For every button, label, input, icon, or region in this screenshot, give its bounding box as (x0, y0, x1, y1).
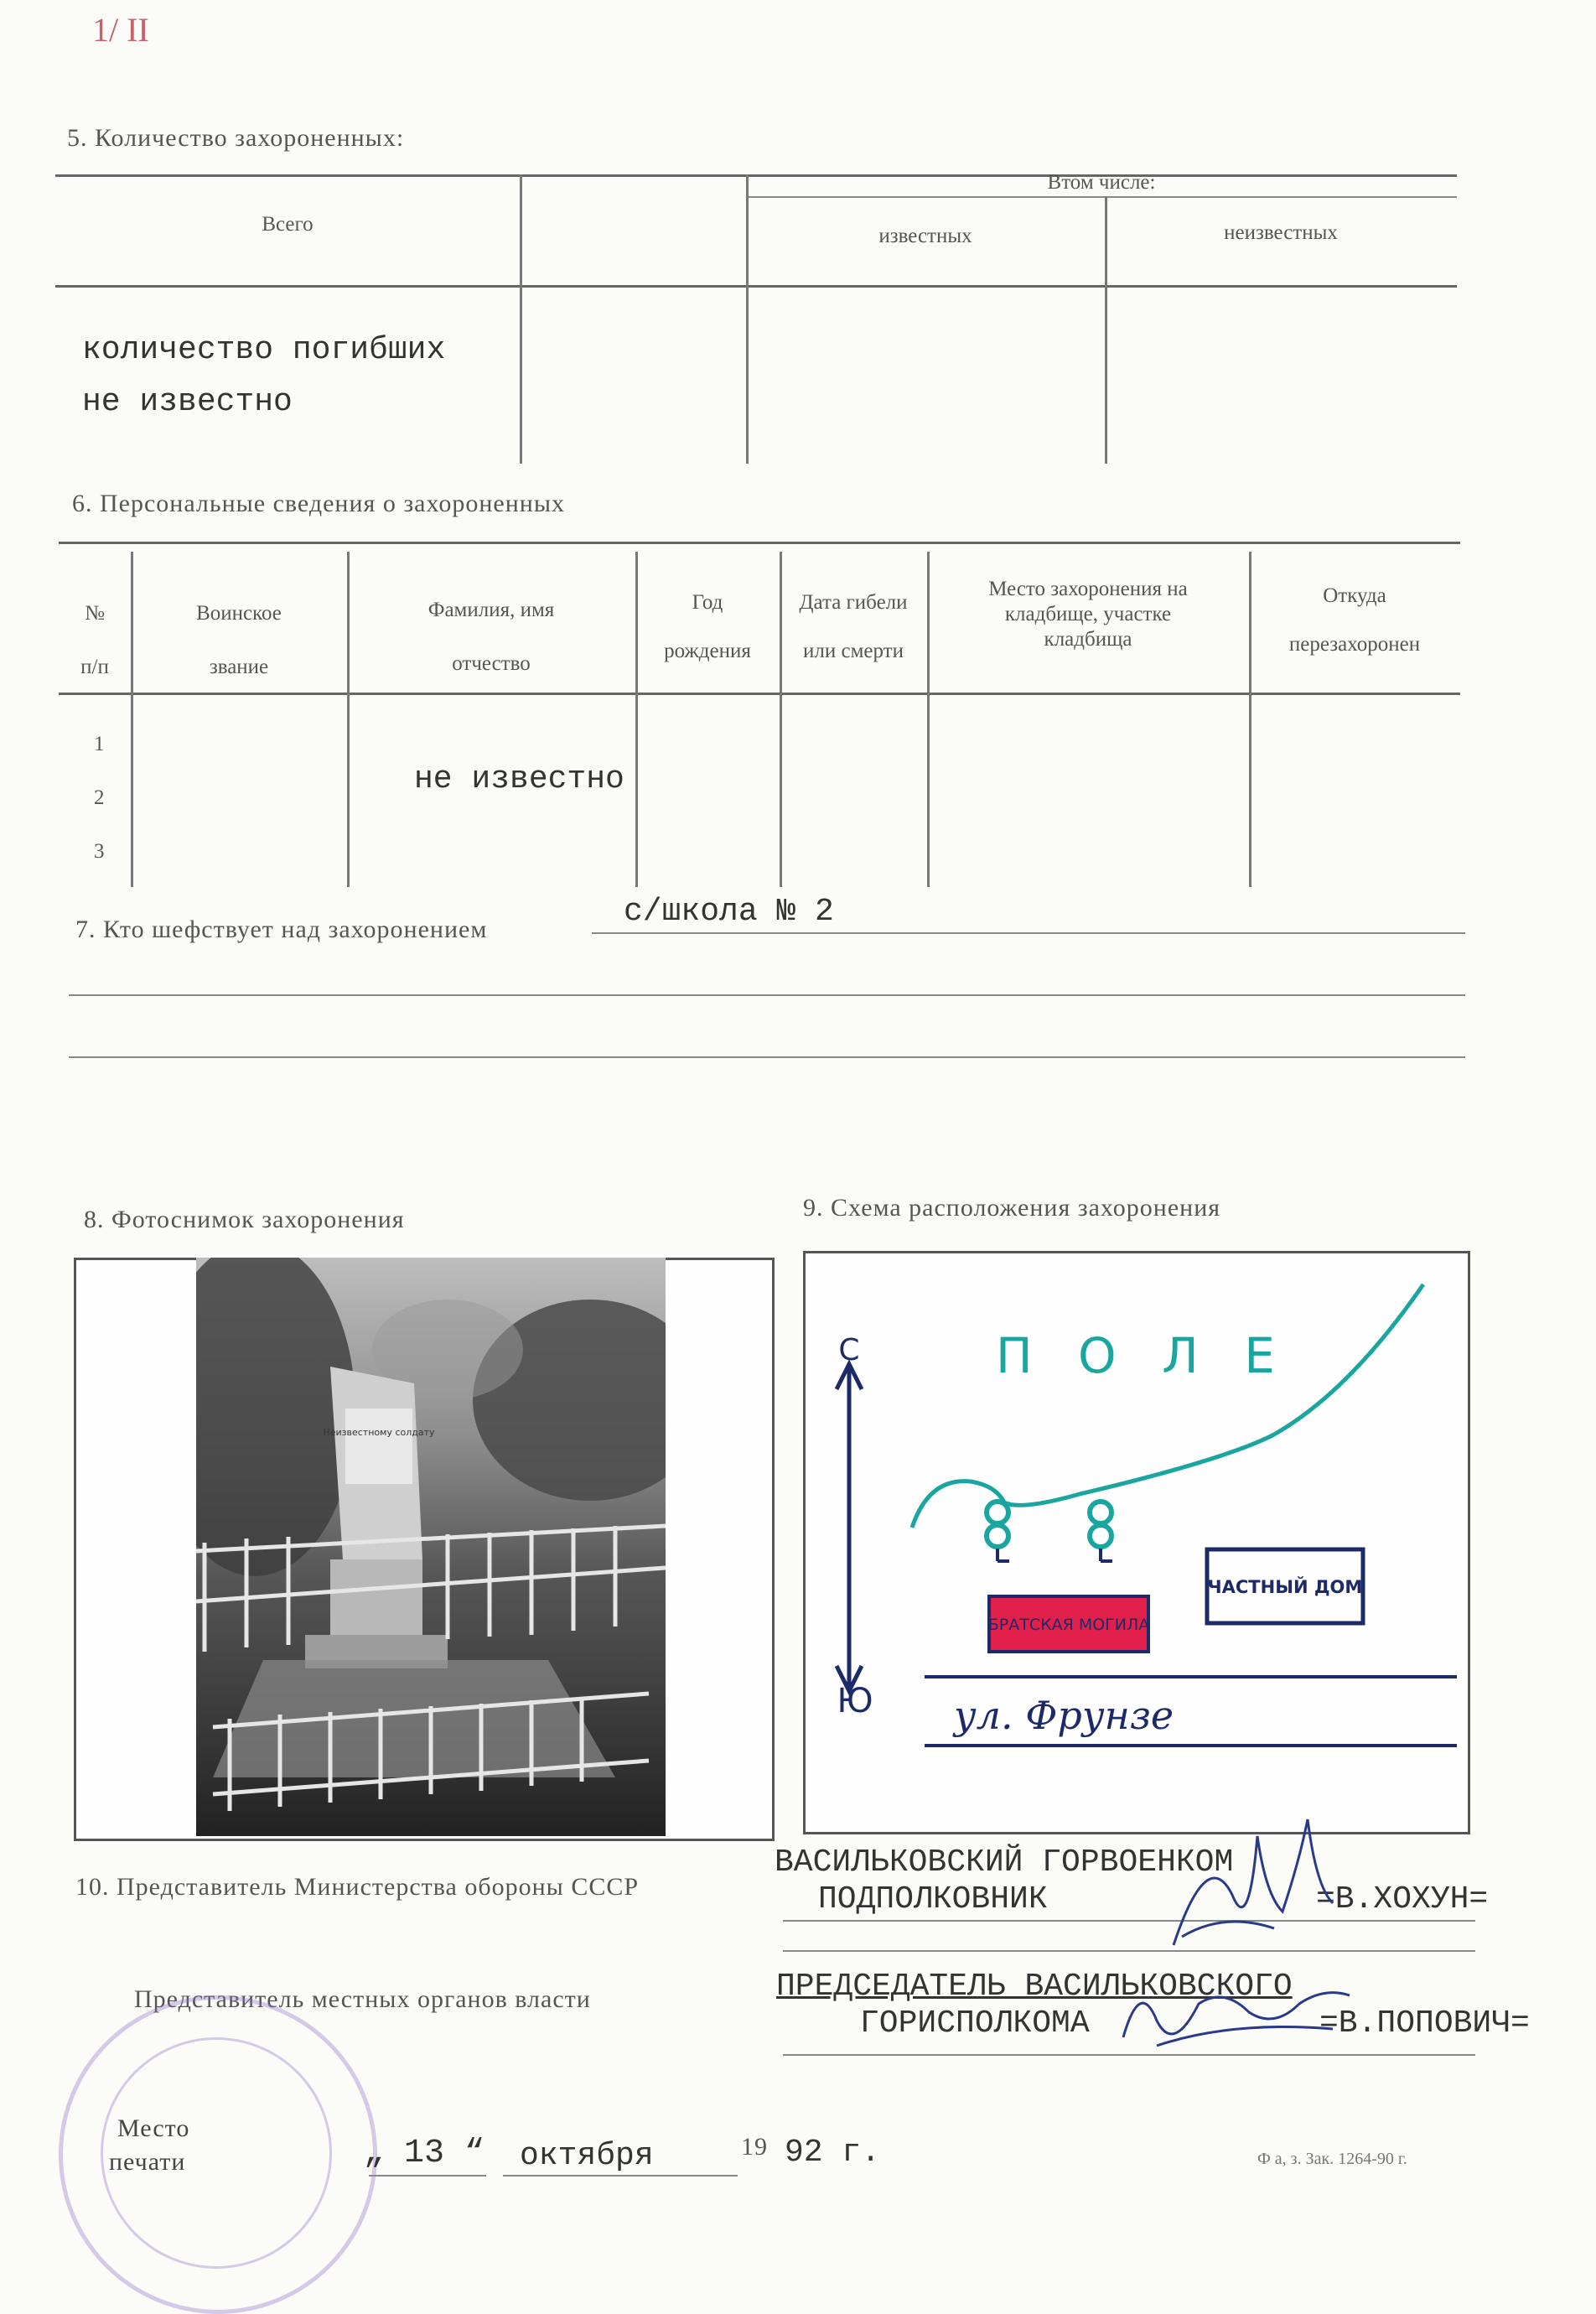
private-house-label: ЧАСТНЫЙ ДОМ (1207, 1577, 1363, 1597)
north-label: С (838, 1333, 860, 1367)
s5-sub-rule (746, 196, 1457, 198)
s6-header-num: № п/п (80, 602, 109, 678)
date-century: 19 (741, 2133, 768, 2161)
s6-header-birth: Год рождения (664, 591, 751, 662)
s6-header-name: Фамилия, имя отчество (428, 599, 555, 675)
s6-header-death: Дата гибели или смерти (799, 591, 908, 662)
mo-signatory-name: =В.ХОХУН= (1316, 1881, 1489, 1917)
local-authority-title: Представитель местных органов власти (134, 1985, 591, 2013)
top-mark: 1/ II (92, 11, 149, 49)
s6-persons-value: не известно (414, 761, 624, 797)
s10-rule-2 (783, 1950, 1475, 1952)
s5-vline-2 (746, 174, 749, 464)
section-6-title: 6. Персональные сведения о захороненных (72, 490, 565, 517)
location-scheme (803, 1251, 1465, 1829)
s5-vline-1 (520, 174, 522, 464)
field-boundary (912, 1284, 1423, 1528)
section-5-title: 5. Количество захороненных: (67, 124, 405, 152)
s6-row-3: 3 (94, 840, 105, 863)
section-7-title: 7. Кто шефствует над захоронением (75, 916, 488, 943)
s10-rule-1 (783, 1920, 1475, 1922)
grave-photo (196, 1258, 666, 1836)
s5-col-unknown: неизвестных (1224, 221, 1338, 244)
s5-col-incl: Втом числе: (1047, 171, 1156, 194)
mo-position-line2: ПОДПОЛКОВНИК (818, 1881, 1048, 1917)
section-8-title: 8. Фотоснимок захоронения (84, 1206, 405, 1233)
mass-grave-label: БРАТСКАЯ МОГИЛА (987, 1616, 1150, 1634)
s5-count-line1: количество погибших (82, 332, 446, 368)
s5-header-rule (55, 285, 1457, 288)
s6-header-place: Место захоронения на кладбище, участке кладбища (988, 578, 1188, 651)
south-label: Ю (837, 1682, 873, 1720)
grave-photo-drawing (196, 1258, 666, 1836)
date-day: „ 13 “ (364, 2135, 485, 2172)
s7-rule-2 (69, 994, 1465, 996)
print-code: Ф а, з. Зак. 1264-90 г. (1257, 2150, 1407, 2168)
s7-rule-3 (69, 1056, 1465, 1058)
s7-patron-value: с/школа № 2 (624, 894, 834, 930)
date-day-rule (369, 2175, 486, 2177)
s6-header-from: Откуда перезахоронен (1288, 584, 1421, 656)
s5-count-line2: не известно (82, 384, 293, 420)
field-label: П О Л Е (996, 1327, 1290, 1384)
seal-place-label-1: Место (117, 2114, 190, 2142)
s5-col-total: Всего (262, 213, 314, 236)
signature-mo (1157, 1811, 1341, 1962)
section-10-title: 10. Представитель Министерства обороны СССР (75, 1873, 640, 1901)
mo-position-line1: ВАСИЛЬКОВСКИЙ ГОРВОЕНКОМ (775, 1844, 1234, 1881)
date-year: 92 г. (785, 2135, 881, 2171)
date-month-rule (503, 2175, 738, 2177)
monument-plaque-text: Неизвестному солдату (323, 1427, 435, 1438)
s6-header-rank: Воинское звание (196, 602, 282, 678)
loc-position-line1: ПРЕДСЕДАТЕЛЬ ВАСИЛЬКОВСКОГО (776, 1969, 1293, 2005)
section-9-title: 9. Схема расположения захоронения (803, 1194, 1221, 1222)
seal-place-label-2: печати (109, 2148, 186, 2176)
monument-plaque (345, 1409, 412, 1484)
s6-row-1: 1 (94, 733, 105, 755)
s6-row-2: 2 (94, 786, 105, 809)
grave-marker-2 (1090, 1502, 1112, 1561)
loc-position-line2: ГОРИСПОЛКОМА (860, 2005, 1090, 2042)
signature-local (1106, 1970, 1358, 2062)
date-month: октября (520, 2138, 654, 2174)
s7-rule-1 (592, 932, 1465, 934)
street-label: ул. Фрунзе (954, 1693, 1174, 1738)
s6-top-rule (59, 542, 1460, 544)
s5-col-known: известных (878, 225, 972, 247)
grave-marker-1 (987, 1502, 1009, 1561)
loc-signatory-name: =В.ПОПОВИЧ= (1319, 2005, 1530, 2042)
